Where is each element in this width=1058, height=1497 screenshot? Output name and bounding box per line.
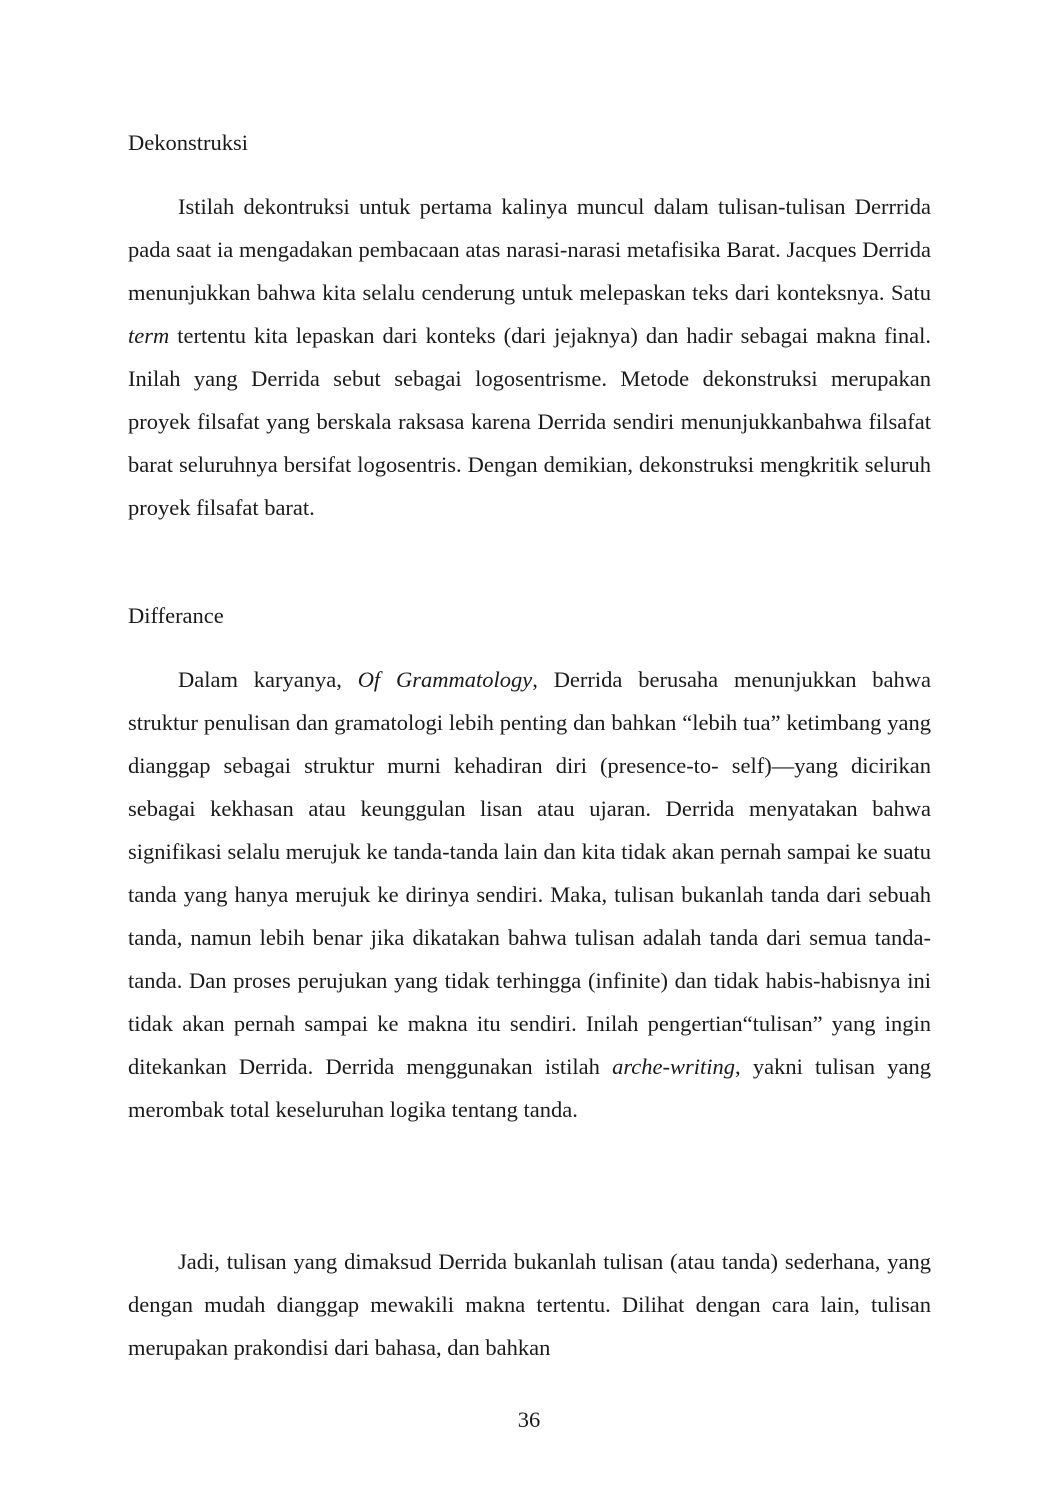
paragraph-dekonstruksi bbox=[128, 185, 931, 529]
italic-term: arche-writing bbox=[612, 1054, 735, 1079]
italic-term: term bbox=[128, 323, 170, 348]
italic-book-title: Of Grammatology bbox=[357, 667, 533, 692]
paragraph-text: Istilah dekontruksi untuk pertama kalinya muncul dalam tulisan-tulisan Derrrida pada saat ia mengadakan pembacaan atas narasi-narasi metafisika Barat. Jacques Derrida menunjukkan bahwa kita selalu cenderung untuk melepaskan teks dari konteksnya. Satu bbox=[128, 194, 931, 305]
paragraph-text-end: tertentu kita lepaskan dari konteks (dari jejaknya) dan hadir sebagai makna final. Inilah yang Derrida sebut sebagai logosentrisme. Metode dekonstruksi merupakan proyek filsafat yang berskala raksasa karena Derrida sendiri menunjukkanbahwa filsafat barat seluruhnya bersifat logosentris. Dengan demikian, dekonstruksi mengkritik seluruh proyek filsafat barat. bbox=[128, 323, 931, 520]
page-number: 36 bbox=[517, 1407, 541, 1432]
paragraph-differance-2: Jadi, tulisan yang dimaksud Derrida bukanlah tulisan (atau tanda) sederhana, yang dengan mudah dianggap mewakili makna tertentu. Dilihat dengan cara lain, tulisan merupakan prakondisi dari bahasa, dan bahkan bbox=[128, 1249, 931, 1360]
heading-dekonstruksi: Dekonstruksi bbox=[128, 130, 248, 155]
heading-differance: Differance bbox=[128, 603, 224, 628]
paragraph-text: , yakni tulisan yang merombak total keseluruhan logika tentang tanda. bbox=[128, 1054, 931, 1122]
paragraph-text: , Derrida berusaha menunjukkan bahwa struktur penulisan dan gramatologi lebih penting dan bahkan “lebih tua” ketimbang yang dianggap sebagai struktur murni kehadiran diri (presence-to- self)—yang dicirikan sebagai kekhasan atau keunggulan lisan atau ujaran. Derrida menyatakan bahwa signifikasi selalu merujuk ke tanda-tanda lain dan kita tidak akan pernah sampai ke suatu tanda yang hanya merujuk ke dirinya sendiri. Maka, tulisan bukanlah tanda dari sebuah tanda, namun lebih benar jika dikatakan bahwa tulisan adalah tanda dari semua tanda-tanda. Dan proses perujukan yang tidak terhingga (infinite) dan tidak habis-habisnya ini tidak akan pernah sampai ke makna itu sendiri. Inilah pengertian“tulisan” yang ingin ditekankan Derrida. Derrida menggunakan istilah bbox=[128, 667, 931, 1079]
paragraph-differance-1 bbox=[128, 658, 931, 1131]
paragraph-text: Dalam karyanya, bbox=[178, 667, 358, 692]
